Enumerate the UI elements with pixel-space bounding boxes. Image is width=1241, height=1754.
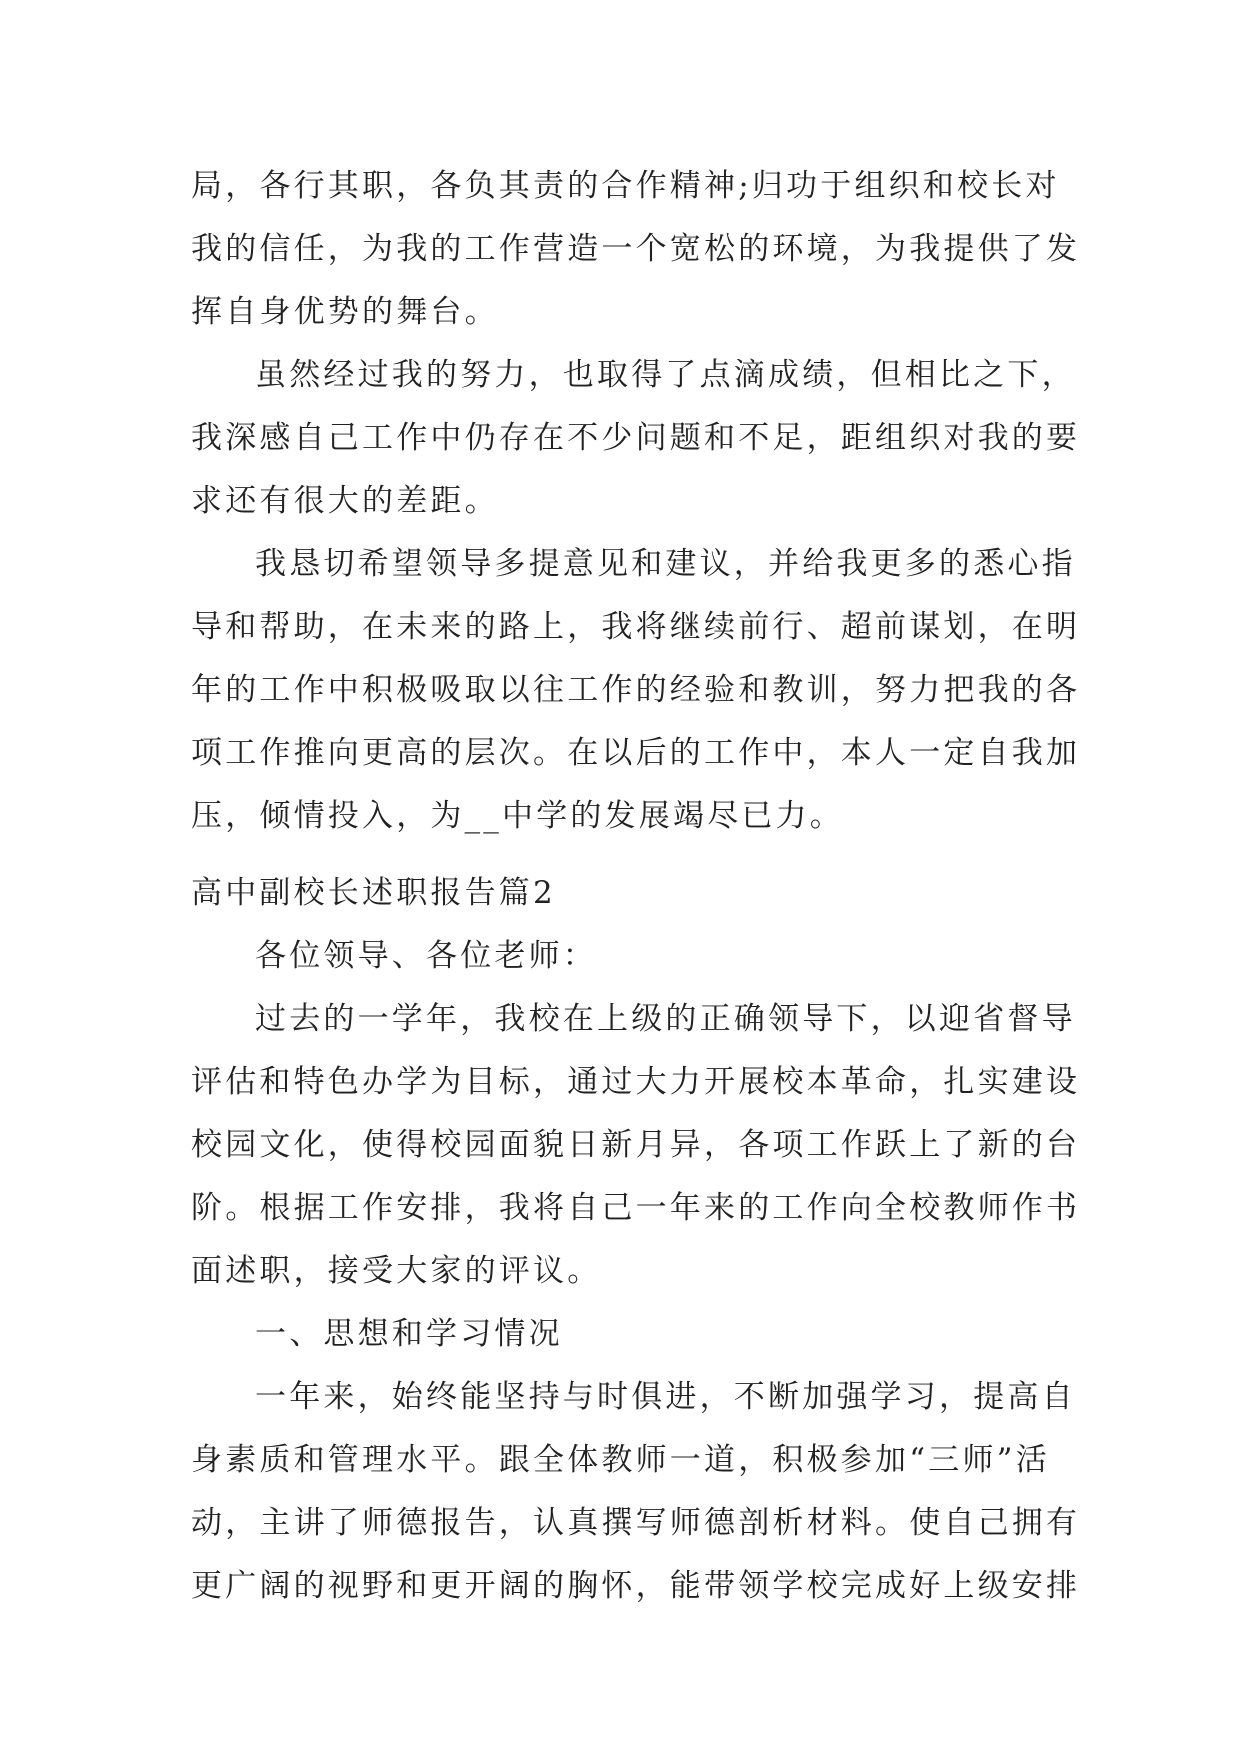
paragraph-line: 挥自身优势的舞台。 xyxy=(191,294,499,330)
paragraph-line: 面述职，接受大家的评议。 xyxy=(191,1253,602,1289)
paragraph-line: 求还有很大的差距。 xyxy=(191,483,499,519)
paragraph-line: 压，倾情投入，为__中学的发展竭尽已力。 xyxy=(191,798,844,834)
subheading-line: 一、思想和学习情况 xyxy=(255,1316,563,1352)
paragraph-line: 一年来，始终能坚持与时俱进，不断加强学习，提高自 xyxy=(255,1379,1076,1415)
paragraph-line: 阶。根据工作安排，我将自己一年来的工作向全校教师作书 xyxy=(191,1190,1081,1226)
paragraph-line: 我的信任，为我的工作营造一个宽松的环境，为我提供了发 xyxy=(191,231,1081,267)
paragraph-line: 动，主讲了师德报告，认真撰写师德剖析材料。使自己拥有 xyxy=(191,1505,1081,1541)
section-2-body xyxy=(191,925,1081,1618)
salutation-line: 各位领导、各位老师： xyxy=(255,938,597,974)
paragraph-line: 过去的一学年，我校在上级的正确领导下，以迎省督导 xyxy=(255,1001,1076,1037)
paragraph-line: 身素质和管理水平。跟全体教师一道，积极参加“三师”活 xyxy=(191,1442,1050,1478)
paragraph-line: 校园文化，使得校园面貌日新月异，各项工作跃上了新的台 xyxy=(191,1127,1081,1163)
paragraph-line: 更广阔的视野和更开阔的胸怀，能带领学校完成好上级安排 xyxy=(191,1568,1081,1604)
section-1-body xyxy=(191,155,1081,848)
paragraph-line: 评估和特色办学为目标，通过大力开展校本革命，扎实建设 xyxy=(191,1064,1081,1100)
paragraph-line: 我深感自己工作中仍存在不少问题和不足，距组织对我的要 xyxy=(191,420,1081,456)
paragraph-line: 导和帮助，在未来的路上，我将继续前行、超前谋划，在明 xyxy=(191,609,1081,645)
paragraph-line: 局，各行其职，各负其责的合作精神;归功于组织和校长对 xyxy=(191,168,1060,204)
paragraph-line: 我恳切希望领导多提意见和建议，并给我更多的悉心指 xyxy=(255,546,1076,582)
paragraph-line: 项工作推向更高的层次。在以后的工作中，本人一定自我加 xyxy=(191,735,1081,771)
section-heading: 高中副校长述职报告篇2 xyxy=(191,875,556,911)
paragraph-line: 年的工作中积极吸取以往工作的经验和教训，努力把我的各 xyxy=(191,672,1081,708)
paragraph-line: 虽然经过我的努力，也取得了点滴成绩，但相比之下， xyxy=(255,357,1076,393)
